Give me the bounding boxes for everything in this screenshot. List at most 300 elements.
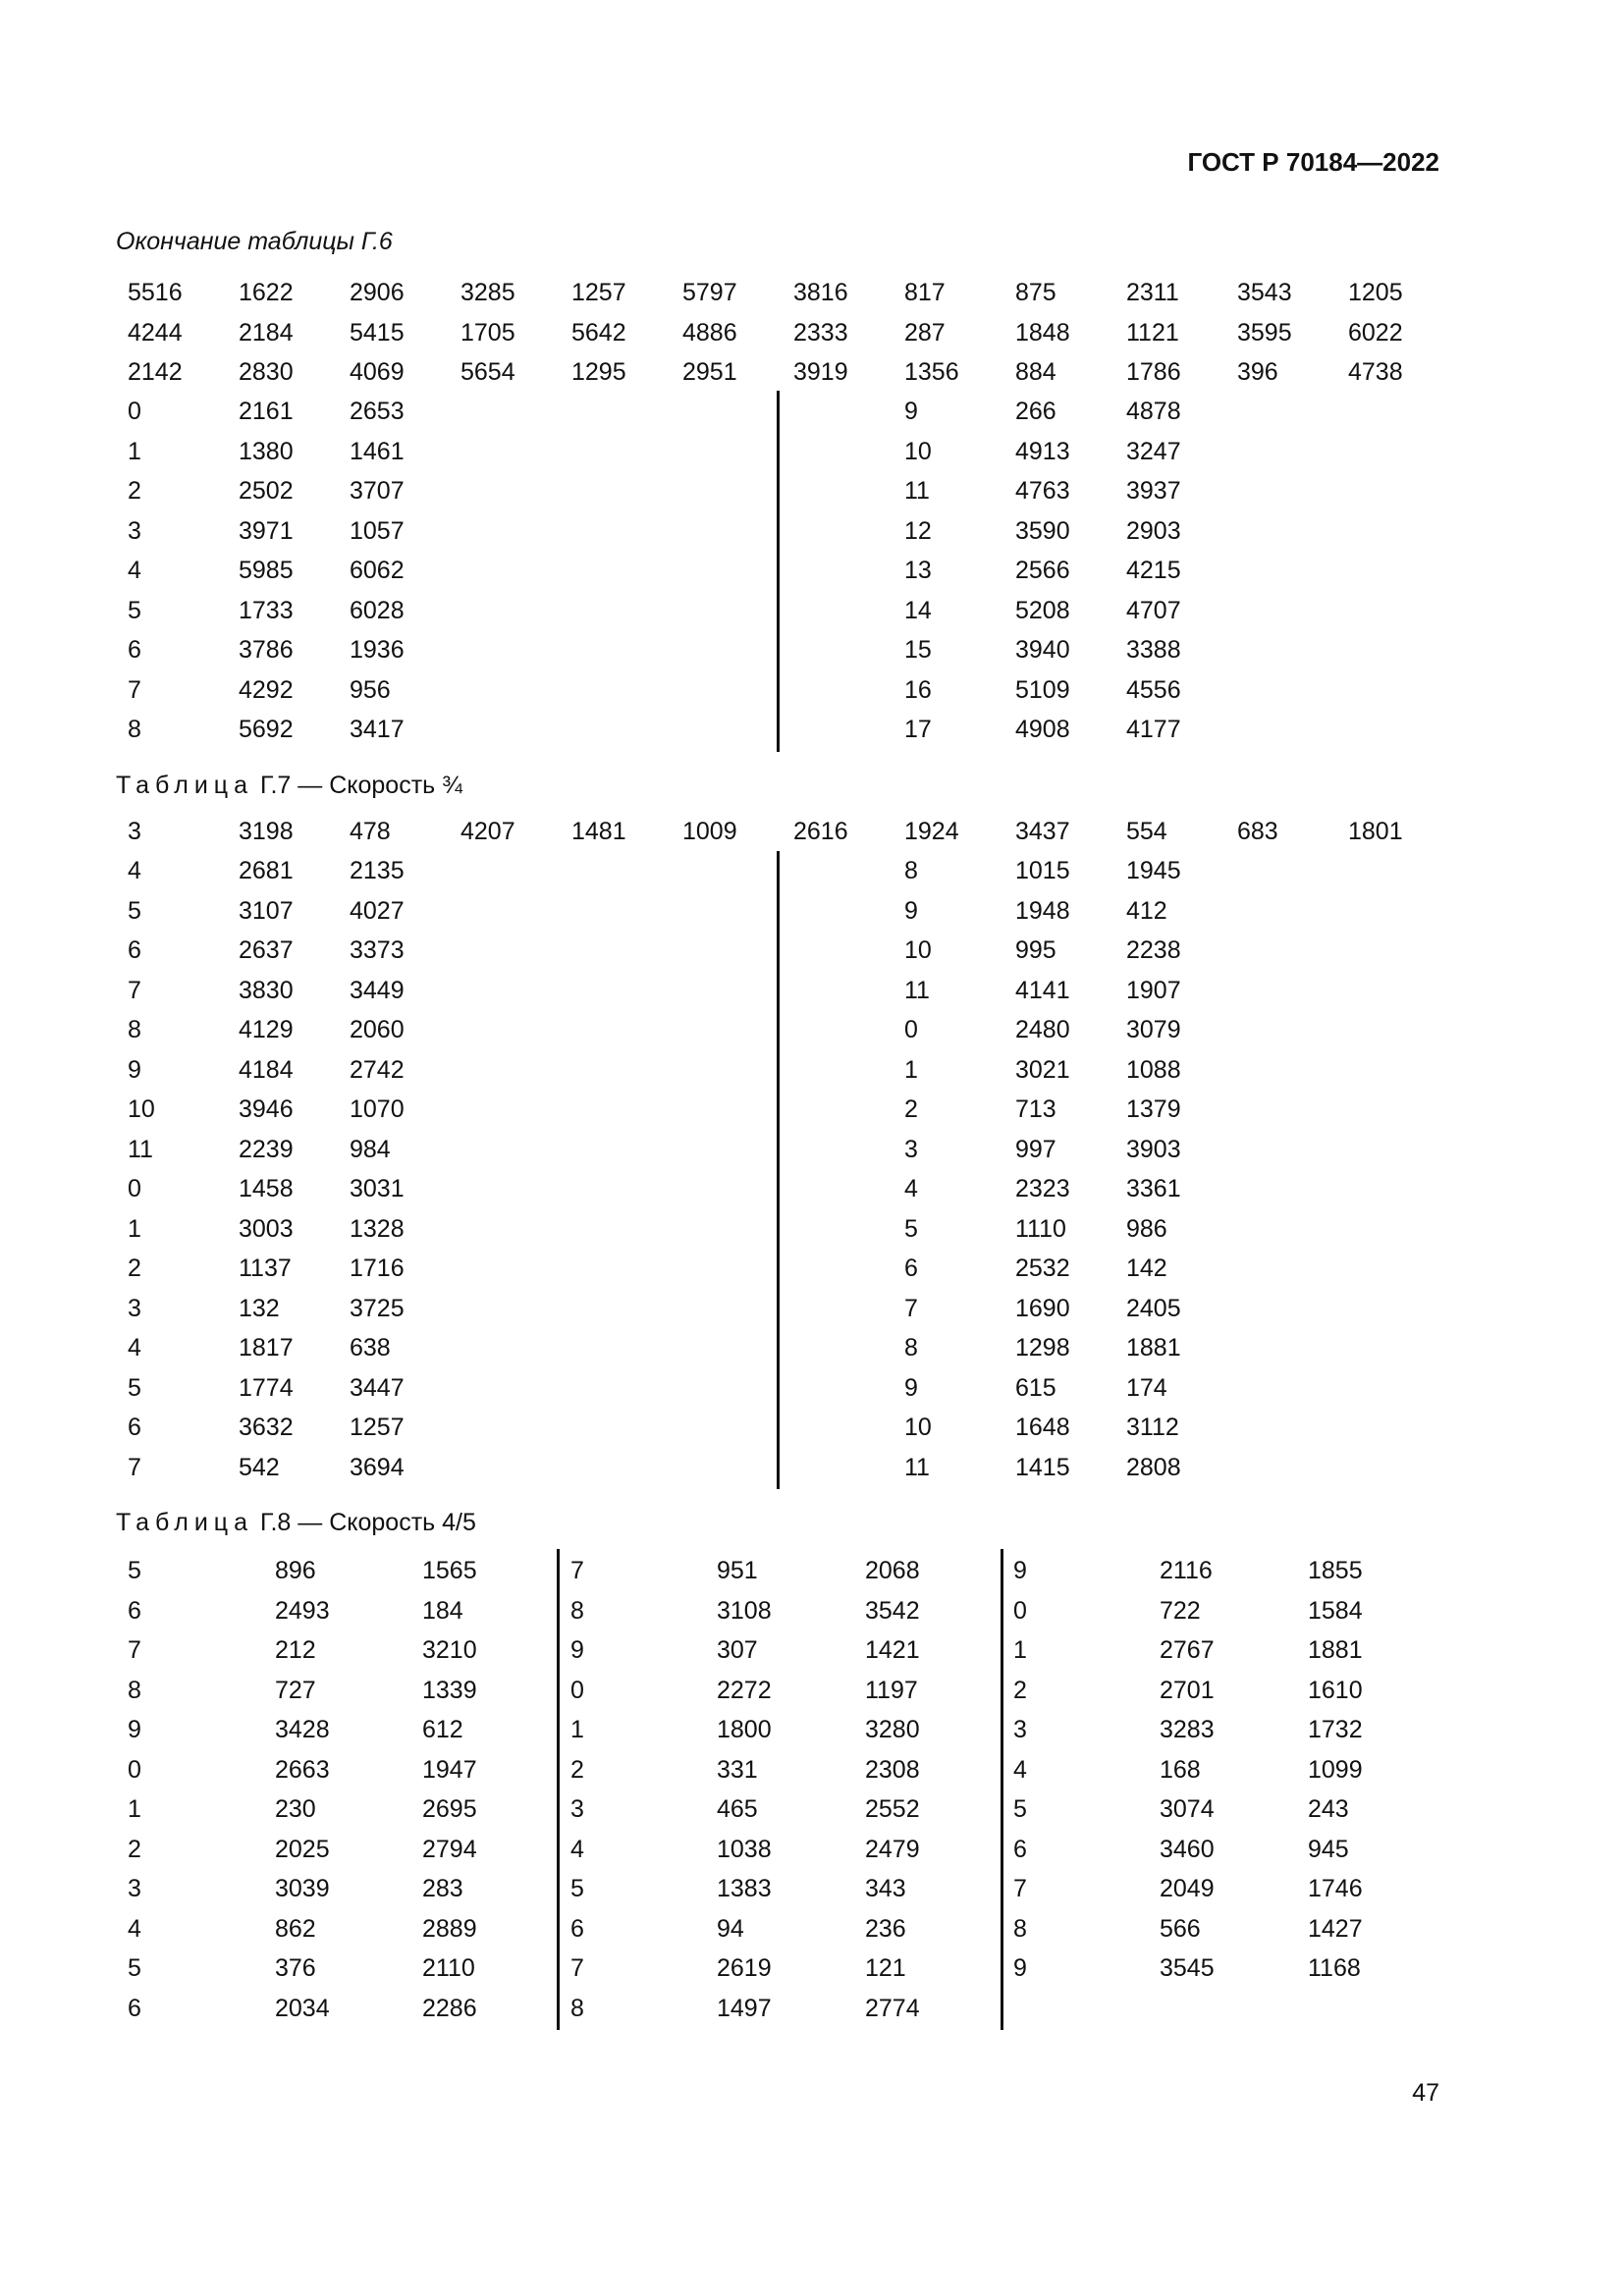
g6-left-row-cell: 2653 <box>350 398 405 425</box>
g7-right-row-cell: 713 <box>1015 1095 1056 1123</box>
g8-col2-row-cell: 1421 <box>865 1636 920 1664</box>
g6-left-row-cell: 3971 <box>239 517 294 545</box>
g6-wide-row-cell: 3595 <box>1237 319 1292 347</box>
g6-left-row-cell: 2161 <box>239 398 294 425</box>
g6-right-row-cell: 14 <box>904 597 932 624</box>
g7-right-row-cell: 2808 <box>1126 1454 1181 1481</box>
g7-left-row-cell: 4 <box>128 1334 141 1362</box>
g7-right-row-cell: 2323 <box>1015 1175 1070 1202</box>
g6-wide-row-cell: 817 <box>904 279 946 306</box>
g7-left-row-cell: 5 <box>128 1374 141 1402</box>
table-g7-caption-label: Таблица <box>116 772 254 799</box>
g7-right-row-cell: 997 <box>1015 1136 1056 1163</box>
g8-col3-row-cell: 3283 <box>1160 1716 1215 1743</box>
g6-right-row-cell: 3388 <box>1126 636 1181 664</box>
g6-wide-row-cell: 4886 <box>682 319 737 347</box>
g8-col2-row-cell: 2272 <box>717 1677 772 1704</box>
g7-right-row-cell: 6 <box>904 1255 918 1282</box>
g8-col2-row-cell: 2 <box>570 1756 584 1784</box>
g6-left-row-cell: 6062 <box>350 557 405 584</box>
g6-wide-row-cell: 5642 <box>571 319 626 347</box>
g7-right-row-cell: 986 <box>1126 1215 1167 1243</box>
g8-col2-row-cell: 331 <box>717 1756 758 1784</box>
g7-left-row-cell: 7 <box>128 977 141 1004</box>
g8-col3-row-cell: 2116 <box>1160 1557 1213 1584</box>
g8-col3-row-cell: 7 <box>1013 1875 1027 1902</box>
g6-right-row-cell: 266 <box>1015 398 1056 425</box>
g7-left-row-cell: 2 <box>128 1255 141 1282</box>
g8-col3-row-cell: 9 <box>1013 1954 1027 1982</box>
g6-left-row-cell: 5692 <box>239 716 294 743</box>
g7-left-row-cell: 1774 <box>239 1374 294 1402</box>
g7-wide-row-cell: 1009 <box>682 818 737 845</box>
g8-col2-row-cell: 307 <box>717 1636 758 1664</box>
g7-right-row-cell: 2238 <box>1126 936 1181 964</box>
g6-wide-row-cell: 2311 <box>1126 279 1179 306</box>
g8-col3-row-cell: 168 <box>1160 1756 1201 1784</box>
g7-left-row-cell: 1137 <box>239 1255 292 1282</box>
g6-wide-row-cell: 2951 <box>682 358 737 386</box>
g8-col3-row-cell: 8 <box>1013 1915 1027 1943</box>
g6-wide-row-cell: 287 <box>904 319 946 347</box>
g8-col1-row-cell: 862 <box>275 1915 316 1943</box>
g6-right-row-cell: 4177 <box>1126 716 1181 743</box>
g6-right-row-cell: 5109 <box>1015 676 1070 704</box>
g6-left-row-cell: 1057 <box>350 517 405 545</box>
g6-wide-row-cell: 4244 <box>128 319 183 347</box>
g7-left-row-cell: 3 <box>128 1295 141 1322</box>
g8-col1-row-cell: 6 <box>128 1597 141 1625</box>
g7-left-row-cell: 3830 <box>239 977 294 1004</box>
g7-left-row-cell: 2681 <box>239 857 294 884</box>
g7-left-row-cell: 3447 <box>350 1374 405 1402</box>
g8-col1-row-cell: 283 <box>422 1875 463 1902</box>
g6-right-row-cell: 2566 <box>1015 557 1070 584</box>
g7-right-row-cell: 1907 <box>1126 977 1181 1004</box>
g8-col1-row-cell: 5 <box>128 1954 141 1982</box>
g6-right-row-cell: 4763 <box>1015 477 1070 505</box>
g7-right-row-cell: 4141 <box>1015 977 1070 1004</box>
g7-right-row-cell: 3079 <box>1126 1016 1181 1043</box>
g7-left-row-cell: 2637 <box>239 936 294 964</box>
g6-wide-row-cell: 396 <box>1237 358 1278 386</box>
g6-left-row-cell: 6 <box>128 636 141 664</box>
g7-right-row-cell: 8 <box>904 1334 918 1362</box>
g7-left-row-cell: 5 <box>128 897 141 925</box>
g7-left-row-cell: 132 <box>239 1295 280 1322</box>
g6-wide-row-cell: 5797 <box>682 279 737 306</box>
g7-right-row-cell: 615 <box>1015 1374 1056 1402</box>
g6-wide-row-cell: 1121 <box>1126 319 1179 347</box>
g7-right-row-cell: 3021 <box>1015 1056 1070 1084</box>
g8-col2-row-cell: 1383 <box>717 1875 772 1902</box>
g7-left-row-cell: 4027 <box>350 897 405 925</box>
g7-right-row-cell: 1 <box>904 1056 918 1084</box>
g6-right-row-cell: 3247 <box>1126 438 1181 465</box>
g8-col3-row-cell: 3 <box>1013 1716 1027 1743</box>
g6-left-row-cell: 1 <box>128 438 141 465</box>
g8-col3-row-cell: 2701 <box>1160 1677 1215 1704</box>
g8-col2-row-cell: 4 <box>570 1836 584 1863</box>
g8-col2-row-cell: 1197 <box>865 1677 918 1704</box>
g7-left-row-cell: 1817 <box>239 1334 294 1362</box>
g8-col2-row-cell: 3 <box>570 1795 584 1823</box>
g7-wide-row-cell: 1924 <box>904 818 959 845</box>
g7-right-row-cell: 995 <box>1015 936 1056 964</box>
g7-right-row-cell: 1690 <box>1015 1295 1070 1322</box>
g7-right-row-cell: 9 <box>904 897 918 925</box>
g8-col1-row-cell: 896 <box>275 1557 316 1584</box>
g8-col1-row-cell: 1 <box>128 1795 141 1823</box>
g8-col2-row-cell: 951 <box>717 1557 758 1584</box>
g7-right-row-cell: 2480 <box>1015 1016 1070 1043</box>
g7-left-row-cell: 2239 <box>239 1136 294 1163</box>
g6-wide-row-cell: 2333 <box>793 319 848 347</box>
g7-left-row-cell: 8 <box>128 1016 141 1043</box>
g6-left-row-cell: 2502 <box>239 477 294 505</box>
g7-right-row-cell: 3 <box>904 1136 918 1163</box>
g7-left-row-cell: 3107 <box>239 897 294 925</box>
g6-right-row-cell: 4556 <box>1126 676 1181 704</box>
g7-left-row-cell: 984 <box>350 1136 391 1163</box>
g8-col3-row-cell: 3074 <box>1160 1795 1215 1823</box>
g7-left-row-cell: 11 <box>128 1136 153 1163</box>
g6-left-row-cell: 8 <box>128 716 141 743</box>
g7-left-row-cell: 542 <box>239 1454 280 1481</box>
g8-col3-row-cell: 2767 <box>1160 1636 1215 1664</box>
g6-right-row-cell: 15 <box>904 636 932 664</box>
g8-col2-row-cell: 2308 <box>865 1756 920 1784</box>
g7-left-row-cell: 4 <box>128 857 141 884</box>
g7-left-row-cell: 3632 <box>239 1414 294 1441</box>
g8-col2-row-cell: 1038 <box>717 1836 772 1863</box>
g7-right-row-cell: 3112 <box>1126 1414 1179 1441</box>
g7-left-row-cell: 3449 <box>350 977 405 1004</box>
g8-col2-row-cell: 2774 <box>865 1995 920 2022</box>
g8-col2-row-cell: 465 <box>717 1795 758 1823</box>
g6-left-row-cell: 4292 <box>239 676 294 704</box>
g6-left-row-cell: 7 <box>128 676 141 704</box>
g7-right-row-cell: 5 <box>904 1215 918 1243</box>
g8-col1-row-cell: 9 <box>128 1716 141 1743</box>
g7-right-row-cell: 2405 <box>1126 1295 1181 1322</box>
g7-right-row-cell: 412 <box>1126 897 1167 925</box>
g6-right-row-cell: 3940 <box>1015 636 1070 664</box>
g8-col2-row-cell: 3542 <box>865 1597 920 1625</box>
g6-wide-row-cell: 4069 <box>350 358 405 386</box>
g8-col3-row-cell: 4 <box>1013 1756 1027 1784</box>
g8-col3-row-cell: 1732 <box>1308 1716 1363 1743</box>
g8-col2-row-cell: 7 <box>570 1954 584 1982</box>
g8-col2-row-cell: 7 <box>570 1557 584 1584</box>
g8-col1-row-cell: 2663 <box>275 1756 330 1784</box>
g6-left-row-cell: 3707 <box>350 477 405 505</box>
g7-wide-row-cell: 683 <box>1237 818 1278 845</box>
g7-wide-row-cell: 1481 <box>571 818 626 845</box>
g6-wide-row-cell: 2142 <box>128 358 183 386</box>
g6-wide-row-cell: 3543 <box>1237 279 1292 306</box>
g6-wide-row-cell: 5415 <box>350 319 405 347</box>
g8-col1-row-cell: 2889 <box>422 1915 477 1943</box>
g8-col3-row-cell: 722 <box>1160 1597 1201 1625</box>
g6-right-row-cell: 16 <box>904 676 932 704</box>
g7-right-row-cell: 10 <box>904 936 932 964</box>
g6-left-row-cell: 5985 <box>239 557 294 584</box>
g7-right-row-cell: 1948 <box>1015 897 1070 925</box>
g6-left-row-cell: 3417 <box>350 716 405 743</box>
g8-col3-row-cell: 3460 <box>1160 1836 1215 1863</box>
g8-col1-row-cell: 2695 <box>422 1795 477 1823</box>
g7-right-row-cell: 11 <box>904 1454 930 1481</box>
g8-col1-row-cell: 727 <box>275 1677 316 1704</box>
g6-wide-row-cell: 884 <box>1015 358 1056 386</box>
g8-col1-row-cell: 2493 <box>275 1597 330 1625</box>
g7-left-row-cell: 3031 <box>350 1175 405 1202</box>
g7-right-row-cell: 9 <box>904 1374 918 1402</box>
g8-col2-row-cell: 2068 <box>865 1557 920 1584</box>
g6-wide-row-cell: 2830 <box>239 358 294 386</box>
g6-right-row-cell: 3937 <box>1126 477 1181 505</box>
g8-col1-row-cell: 5 <box>128 1557 141 1584</box>
g7-left-row-cell: 0 <box>128 1175 141 1202</box>
g7-left-row-cell: 2060 <box>350 1016 405 1043</box>
g8-col3-row-cell: 0 <box>1013 1597 1027 1625</box>
g8-col2-row-cell: 2479 <box>865 1836 920 1863</box>
g6-right-row-cell: 5208 <box>1015 597 1070 624</box>
g7-left-row-cell: 3694 <box>350 1454 405 1481</box>
g6-left-row-cell: 6028 <box>350 597 405 624</box>
g7-left-row-cell: 3373 <box>350 936 405 964</box>
g7-left-row-cell: 1070 <box>350 1095 405 1123</box>
g8-col3-row-cell: 1610 <box>1308 1677 1363 1704</box>
g7-right-row-cell: 1415 <box>1015 1454 1070 1481</box>
g8-col3-row-cell: 6 <box>1013 1836 1027 1863</box>
g6-right-row-cell: 4913 <box>1015 438 1070 465</box>
g8-col3-row-cell: 1855 <box>1308 1557 1363 1584</box>
g8-col2-row-cell: 3108 <box>717 1597 772 1625</box>
g6-right-row-cell: 11 <box>904 477 930 505</box>
g7-left-row-cell: 3003 <box>239 1215 294 1243</box>
g7-right-row-cell: 1110 <box>1015 1215 1066 1243</box>
g8-col1-row-cell: 1947 <box>422 1756 477 1784</box>
g7-right-row-cell: 11 <box>904 977 930 1004</box>
g6-left-row-cell: 1733 <box>239 597 294 624</box>
g6-left-row-cell: 956 <box>350 676 391 704</box>
g7-left-row-cell: 2135 <box>350 857 405 884</box>
g6-wide-row-cell: 1295 <box>571 358 626 386</box>
g7-wide-row-cell: 554 <box>1126 818 1167 845</box>
g7-left-row-cell: 10 <box>128 1095 155 1123</box>
g8-col1-row-cell: 376 <box>275 1954 316 1982</box>
g8-col3-row-cell: 2049 <box>1160 1875 1215 1902</box>
g8-col1-row-cell: 2034 <box>275 1995 330 2022</box>
g7-left-row-cell: 1458 <box>239 1175 294 1202</box>
g7-left-row-cell: 4184 <box>239 1056 294 1084</box>
g6-wide-row-cell: 1356 <box>904 358 959 386</box>
g8-col1-row-cell: 3428 <box>275 1716 330 1743</box>
g7-right-row-cell: 10 <box>904 1414 932 1441</box>
g6-left-row-cell: 1461 <box>350 438 405 465</box>
g8-col3-row-cell: 1168 <box>1308 1954 1361 1982</box>
g7-right-row-cell: 1015 <box>1015 857 1070 884</box>
g6-right-row-cell: 2903 <box>1126 517 1181 545</box>
g7-left-row-cell: 3725 <box>350 1295 405 1322</box>
g8-col1-row-cell: 3039 <box>275 1875 330 1902</box>
g8-col2-row-cell: 6 <box>570 1915 584 1943</box>
g8-col2-row-cell: 9 <box>570 1636 584 1664</box>
g6-right-row-cell: 17 <box>904 716 932 743</box>
g7-right-row-cell: 7 <box>904 1295 918 1322</box>
g6-wide-row-cell: 1205 <box>1348 279 1403 306</box>
g6-wide-row-cell: 1848 <box>1015 319 1070 347</box>
g7-left-row-cell: 6 <box>128 936 141 964</box>
g8-col3-row-cell: 2 <box>1013 1677 1027 1704</box>
g7-right-row-cell: 1945 <box>1126 857 1181 884</box>
g8-col1-row-cell: 0 <box>128 1756 141 1784</box>
g8-col2-row-cell: 121 <box>865 1954 906 1982</box>
g8-col3-row-cell: 5 <box>1013 1795 1027 1823</box>
g8-col3-row-cell: 1427 <box>1308 1915 1363 1943</box>
g6-left-row-cell: 2 <box>128 477 141 505</box>
g7-right-row-cell: 3903 <box>1126 1136 1181 1163</box>
g8-col3-row-cell: 3545 <box>1160 1954 1215 1982</box>
g7-wide-row-cell: 2616 <box>793 818 848 845</box>
g8-col1-row-cell: 7 <box>128 1636 141 1664</box>
g8-col1-row-cell: 3210 <box>422 1636 477 1664</box>
g8-col2-row-cell: 3280 <box>865 1716 920 1743</box>
g7-left-row-cell: 4129 <box>239 1016 294 1043</box>
g8-col2-row-cell: 1 <box>570 1716 584 1743</box>
g8-col2-row-cell: 1497 <box>717 1995 772 2022</box>
g6-left-row-cell: 5 <box>128 597 141 624</box>
g7-right-row-cell: 3361 <box>1126 1175 1181 1202</box>
g6-wide-row-cell: 5654 <box>460 358 515 386</box>
g8-col2-row-cell: 236 <box>865 1915 906 1943</box>
g8-col2-row-cell: 343 <box>865 1875 906 1902</box>
g7-left-row-cell: 1328 <box>350 1215 405 1243</box>
g8-col2-row-cell: 2552 <box>865 1795 920 1823</box>
g8-col1-row-cell: 230 <box>275 1795 316 1823</box>
g6-wide-row-cell: 2906 <box>350 279 405 306</box>
g8-col1-row-cell: 1339 <box>422 1677 477 1704</box>
g6-wide-row-cell: 1257 <box>571 279 626 306</box>
g8-col3-row-cell: 1881 <box>1308 1636 1363 1664</box>
g7-left-row-cell: 638 <box>350 1334 391 1362</box>
g8-col1-row-cell: 2025 <box>275 1836 330 1863</box>
document-header: ГОСТ Р 70184—2022 <box>1187 147 1439 177</box>
g8-col1-row-cell: 4 <box>128 1915 141 1943</box>
g6-wide-row-cell: 1786 <box>1126 358 1181 386</box>
table-g8-divider-2 <box>1001 1549 1003 2030</box>
table-g7-caption-title: Г.7 — Скорость ¾ <box>259 772 462 799</box>
g7-left-row-cell: 1716 <box>350 1255 405 1282</box>
g7-right-row-cell: 8 <box>904 857 918 884</box>
g8-col2-row-cell: 0 <box>570 1677 584 1704</box>
g8-col1-row-cell: 2110 <box>422 1954 475 1982</box>
g6-right-row-cell: 4908 <box>1015 716 1070 743</box>
table-g8-caption-title: Г.8 — Скорость 4/5 <box>259 1509 476 1536</box>
g8-col1-row-cell: 8 <box>128 1677 141 1704</box>
g7-left-row-cell: 1 <box>128 1215 141 1243</box>
g8-col2-row-cell: 8 <box>570 1597 584 1625</box>
g6-right-row-cell: 12 <box>904 517 932 545</box>
g7-right-row-cell: 1881 <box>1126 1334 1181 1362</box>
g7-right-row-cell: 1648 <box>1015 1414 1070 1441</box>
g7-left-row-cell: 9 <box>128 1056 141 1084</box>
g8-col1-row-cell: 184 <box>422 1597 463 1625</box>
g8-col2-row-cell: 94 <box>717 1915 744 1943</box>
g6-right-row-cell: 3590 <box>1015 517 1070 545</box>
g6-wide-row-cell: 1622 <box>239 279 294 306</box>
page-number: 47 <box>1412 2079 1439 2107</box>
g7-right-row-cell: 0 <box>904 1016 918 1043</box>
g7-right-row-cell: 1298 <box>1015 1334 1070 1362</box>
g6-wide-row-cell: 3816 <box>793 279 848 306</box>
g6-left-row-cell: 1936 <box>350 636 405 664</box>
g7-wide-row-cell: 478 <box>350 818 391 845</box>
g8-col3-row-cell: 9 <box>1013 1557 1027 1584</box>
g6-left-row-cell: 0 <box>128 398 141 425</box>
g8-col3-row-cell: 243 <box>1308 1795 1349 1823</box>
g7-left-row-cell: 1257 <box>350 1414 405 1441</box>
g7-right-row-cell: 1088 <box>1126 1056 1181 1084</box>
g6-right-row-cell: 4707 <box>1126 597 1181 624</box>
g6-left-row-cell: 3 <box>128 517 141 545</box>
g8-col3-row-cell: 945 <box>1308 1836 1349 1863</box>
g7-left-row-cell: 7 <box>128 1454 141 1481</box>
g6-right-row-cell: 9 <box>904 398 918 425</box>
g8-col2-row-cell: 2619 <box>717 1954 772 1982</box>
g7-wide-row-cell: 4207 <box>460 818 515 845</box>
g8-col2-row-cell: 1800 <box>717 1716 772 1743</box>
g8-col2-row-cell: 5 <box>570 1875 584 1902</box>
g6-wide-row-cell: 1705 <box>460 319 515 347</box>
g8-col3-row-cell: 566 <box>1160 1915 1201 1943</box>
g6-wide-row-cell: 5516 <box>128 279 183 306</box>
g8-col1-row-cell: 212 <box>275 1636 316 1664</box>
table-g8-divider-1 <box>557 1549 560 2030</box>
g6-right-row-cell: 13 <box>904 557 932 584</box>
g6-left-row-cell: 1380 <box>239 438 294 465</box>
g7-right-row-cell: 142 <box>1126 1255 1167 1282</box>
g6-wide-row-cell: 6022 <box>1348 319 1403 347</box>
g6-wide-row-cell: 4738 <box>1348 358 1403 386</box>
g6-left-row-cell: 3786 <box>239 636 294 664</box>
g8-col2-row-cell: 8 <box>570 1995 584 2022</box>
g8-col1-row-cell: 3 <box>128 1875 141 1902</box>
g7-left-row-cell: 3946 <box>239 1095 294 1123</box>
g6-right-row-cell: 4215 <box>1126 557 1181 584</box>
g7-wide-row-cell: 3198 <box>239 818 294 845</box>
g6-right-row-cell: 10 <box>904 438 932 465</box>
g7-wide-row-cell: 3437 <box>1015 818 1070 845</box>
g7-right-row-cell: 2532 <box>1015 1255 1070 1282</box>
g8-col3-row-cell: 1 <box>1013 1636 1027 1664</box>
g8-col1-row-cell: 2794 <box>422 1836 477 1863</box>
g7-right-row-cell: 1379 <box>1126 1095 1181 1123</box>
g8-col1-row-cell: 612 <box>422 1716 463 1743</box>
g8-col3-row-cell: 1099 <box>1308 1756 1363 1784</box>
g7-right-row-cell: 174 <box>1126 1374 1167 1402</box>
g8-col1-row-cell: 1565 <box>422 1557 477 1584</box>
g7-right-row-cell: 2 <box>904 1095 918 1123</box>
g7-wide-row-cell: 1801 <box>1348 818 1403 845</box>
g7-right-row-cell: 4 <box>904 1175 918 1202</box>
g8-col1-row-cell: 2286 <box>422 1995 477 2022</box>
g6-left-row-cell: 4 <box>128 557 141 584</box>
table-g8-caption-label: Таблица <box>116 1509 254 1536</box>
g6-right-row-cell: 4878 <box>1126 398 1181 425</box>
